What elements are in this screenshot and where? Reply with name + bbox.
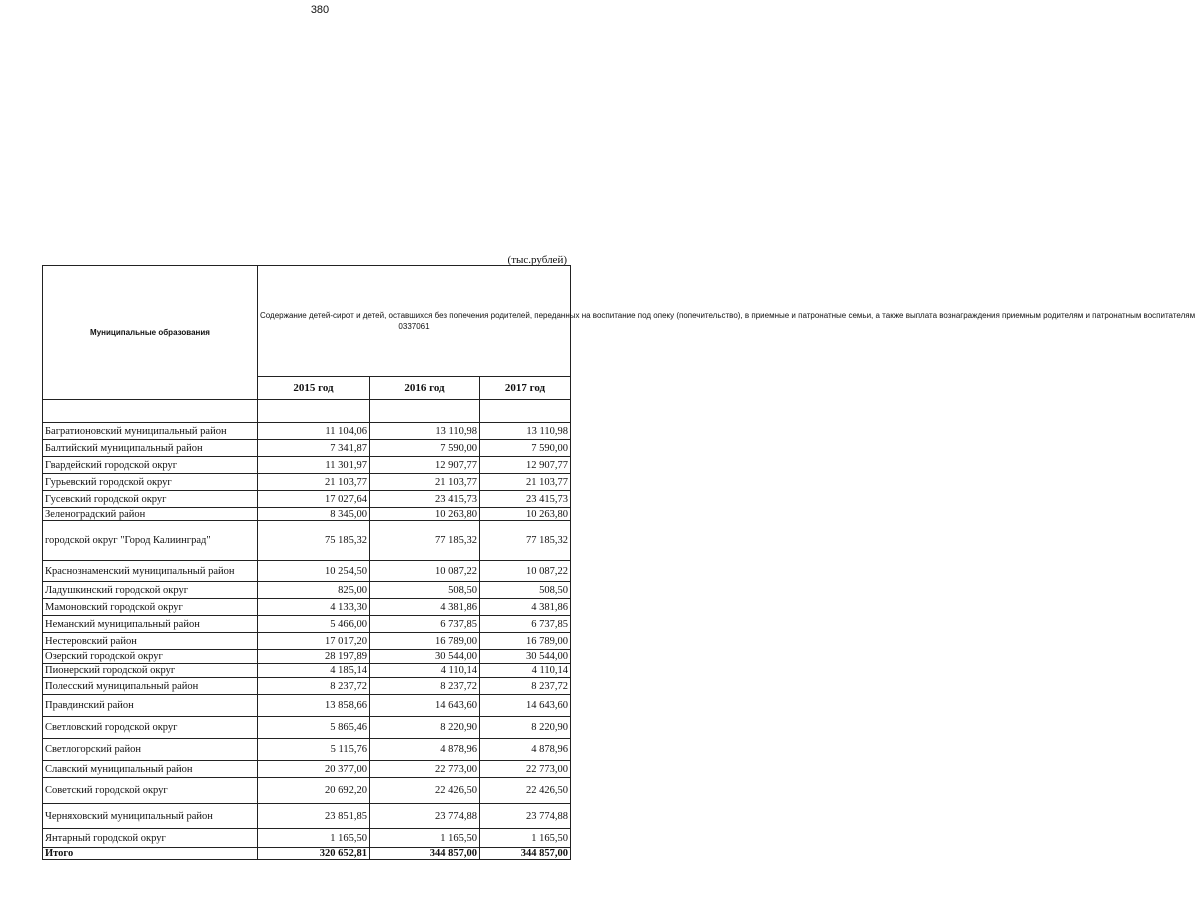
table-row bbox=[43, 829, 571, 848]
table-row bbox=[43, 804, 571, 829]
value-2015: 1 165,50 bbox=[258, 829, 370, 848]
description-text: Содержание детей-сирот и детей, оставшихся без попечения родителей, переданных на воспитание под опеку (попечительство), в приемные и патронатные семьи, а также выплата вознаграждения приемным родителям и патронатным воспитателям bbox=[260, 311, 1195, 320]
value-2017: 6 737,85 bbox=[480, 616, 571, 633]
table-body bbox=[43, 400, 571, 848]
spacer-cell bbox=[43, 400, 258, 423]
municipality-name: Багратионовский муниципальный район bbox=[43, 423, 258, 440]
spacer-cell bbox=[370, 400, 480, 423]
value-2016: 16 789,00 bbox=[370, 633, 480, 650]
value-2017: 508,50 bbox=[480, 582, 571, 599]
municipality-name: Славский муниципальный район bbox=[43, 761, 258, 778]
value-2015: 17 027,64 bbox=[258, 491, 370, 508]
value-2016: 22 773,00 bbox=[370, 761, 480, 778]
code-text: 0337061 bbox=[398, 322, 430, 331]
value-2017: 77 185,32 bbox=[480, 521, 571, 561]
value-2017: 23 415,73 bbox=[480, 491, 571, 508]
value-2015: 7 341,87 bbox=[258, 440, 370, 457]
header-row bbox=[43, 266, 571, 377]
value-2016: 6 737,85 bbox=[370, 616, 480, 633]
value-2017: 4 381,86 bbox=[480, 599, 571, 616]
spacer-cell bbox=[480, 400, 571, 423]
table-row bbox=[43, 678, 571, 695]
municipality-name: Мамоновский городской округ bbox=[43, 599, 258, 616]
municipality-name: Краснознаменский муниципальный район bbox=[43, 561, 258, 582]
value-2016: 1 165,50 bbox=[370, 829, 480, 848]
table-row bbox=[43, 633, 571, 650]
value-2017: 22 426,50 bbox=[480, 778, 571, 804]
value-2016: 12 907,77 bbox=[370, 457, 480, 474]
units-label: (тыс.рублей) bbox=[507, 254, 567, 266]
total-2017: 344 857,00 bbox=[480, 848, 571, 860]
value-2015: 5 466,00 bbox=[258, 616, 370, 633]
value-2017: 10 087,22 bbox=[480, 561, 571, 582]
value-2017: 10 263,80 bbox=[480, 508, 571, 521]
table-row bbox=[43, 717, 571, 739]
value-2015: 21 103,77 bbox=[258, 474, 370, 491]
municipal-header: Муниципальные образования bbox=[43, 266, 258, 400]
value-2015: 23 851,85 bbox=[258, 804, 370, 829]
value-2017: 13 110,98 bbox=[480, 423, 571, 440]
municipality-name: Гвардейский городской округ bbox=[43, 457, 258, 474]
budget-table bbox=[42, 265, 1195, 860]
municipality-name: Светловский городской округ bbox=[43, 717, 258, 739]
value-2015: 4 133,30 bbox=[258, 599, 370, 616]
value-2016: 8 220,90 bbox=[370, 717, 480, 739]
municipality-name: Ладушкинский городской округ bbox=[43, 582, 258, 599]
value-2017: 22 773,00 bbox=[480, 761, 571, 778]
value-2015: 11 104,06 bbox=[258, 423, 370, 440]
table-row bbox=[43, 695, 571, 717]
table-row bbox=[43, 423, 571, 440]
table-row bbox=[43, 561, 571, 582]
value-2016: 10 263,80 bbox=[370, 508, 480, 521]
value-2017: 8 220,90 bbox=[480, 717, 571, 739]
total-label: Итого bbox=[43, 848, 258, 860]
year-2016-header: 2016 год bbox=[370, 377, 480, 400]
municipality-name: Правдинский район bbox=[43, 695, 258, 717]
municipality-name: Зеленоградский район bbox=[43, 508, 258, 521]
value-2015: 75 185,32 bbox=[258, 521, 370, 561]
value-2016: 4 878,96 bbox=[370, 739, 480, 761]
value-2016: 8 237,72 bbox=[370, 678, 480, 695]
value-2016: 77 185,32 bbox=[370, 521, 480, 561]
value-2016: 14 643,60 bbox=[370, 695, 480, 717]
value-2017: 8 237,72 bbox=[480, 678, 571, 695]
value-2016: 21 103,77 bbox=[370, 474, 480, 491]
value-2017: 14 643,60 bbox=[480, 695, 571, 717]
municipality-name: Пионерский городской округ bbox=[43, 664, 258, 678]
value-2016: 22 426,50 bbox=[370, 778, 480, 804]
value-2015: 13 858,66 bbox=[258, 695, 370, 717]
value-2015: 28 197,89 bbox=[258, 650, 370, 664]
value-2016: 4 110,14 bbox=[370, 664, 480, 678]
value-2015: 825,00 bbox=[258, 582, 370, 599]
municipality-name: Гурьевский городской округ bbox=[43, 474, 258, 491]
table-row bbox=[43, 457, 571, 474]
value-2017: 1 165,50 bbox=[480, 829, 571, 848]
value-2017: 7 590,00 bbox=[480, 440, 571, 457]
value-2017: 30 544,00 bbox=[480, 650, 571, 664]
municipality-name: городской округ "Город Калиинград" bbox=[43, 521, 258, 561]
value-2015: 17 017,20 bbox=[258, 633, 370, 650]
value-2016: 7 590,00 bbox=[370, 440, 480, 457]
table-row bbox=[43, 440, 571, 457]
value-2015: 8 237,72 bbox=[258, 678, 370, 695]
value-2017: 16 789,00 bbox=[480, 633, 571, 650]
municipality-name: Гусевский городской округ bbox=[43, 491, 258, 508]
total-2016: 344 857,00 bbox=[370, 848, 480, 860]
value-2016: 508,50 bbox=[370, 582, 480, 599]
value-2016: 10 087,22 bbox=[370, 561, 480, 582]
value-2015: 4 185,14 bbox=[258, 664, 370, 678]
value-2016: 13 110,98 bbox=[370, 423, 480, 440]
municipality-name: Янтарный городской округ bbox=[43, 829, 258, 848]
table-row bbox=[43, 521, 571, 561]
municipality-name: Черняховский муниципальный район bbox=[43, 804, 258, 829]
value-2015: 20 692,20 bbox=[258, 778, 370, 804]
value-2015: 8 345,00 bbox=[258, 508, 370, 521]
table-row bbox=[43, 650, 571, 664]
description-header bbox=[258, 266, 1195, 377]
value-2017: 12 907,77 bbox=[480, 457, 571, 474]
value-2017: 4 878,96 bbox=[480, 739, 571, 761]
table-row bbox=[43, 664, 571, 678]
value-2016: 4 381,86 bbox=[370, 599, 480, 616]
municipality-name: Полесский муниципальный район bbox=[43, 678, 258, 695]
table-row bbox=[43, 599, 571, 616]
table-row bbox=[43, 491, 571, 508]
table-row bbox=[43, 474, 571, 491]
value-2015: 20 377,00 bbox=[258, 761, 370, 778]
value-2016: 23 415,73 bbox=[370, 491, 480, 508]
value-2015: 11 301,97 bbox=[258, 457, 370, 474]
municipality-name: Неманский муниципальный район bbox=[43, 616, 258, 633]
value-2016: 23 774,88 bbox=[370, 804, 480, 829]
value-2017: 23 774,88 bbox=[480, 804, 571, 829]
table-row bbox=[43, 582, 571, 599]
municipality-name: Балтийский муниципальный район bbox=[43, 440, 258, 457]
municipality-name: Светлогорский район bbox=[43, 739, 258, 761]
spacer-cell bbox=[258, 400, 370, 423]
value-2016: 30 544,00 bbox=[370, 650, 480, 664]
municipality-name: Нестеровский район bbox=[43, 633, 258, 650]
year-2015-header: 2015 год bbox=[258, 377, 370, 400]
spacer-row bbox=[43, 400, 571, 423]
total-2015: 320 652,81 bbox=[258, 848, 370, 860]
page-number: 380 bbox=[310, 4, 330, 16]
total-row bbox=[43, 848, 571, 860]
table-row bbox=[43, 616, 571, 633]
municipality-name: Озерский городской округ bbox=[43, 650, 258, 664]
value-2015: 5 115,76 bbox=[258, 739, 370, 761]
municipality-name: Советский городской округ bbox=[43, 778, 258, 804]
value-2017: 21 103,77 bbox=[480, 474, 571, 491]
table-row bbox=[43, 761, 571, 778]
year-2017-header: 2017 год bbox=[480, 377, 571, 400]
value-2017: 4 110,14 bbox=[480, 664, 571, 678]
table-row bbox=[43, 739, 571, 761]
value-2015: 5 865,46 bbox=[258, 717, 370, 739]
table-row bbox=[43, 508, 571, 521]
table-row bbox=[43, 778, 571, 804]
value-2015: 10 254,50 bbox=[258, 561, 370, 582]
